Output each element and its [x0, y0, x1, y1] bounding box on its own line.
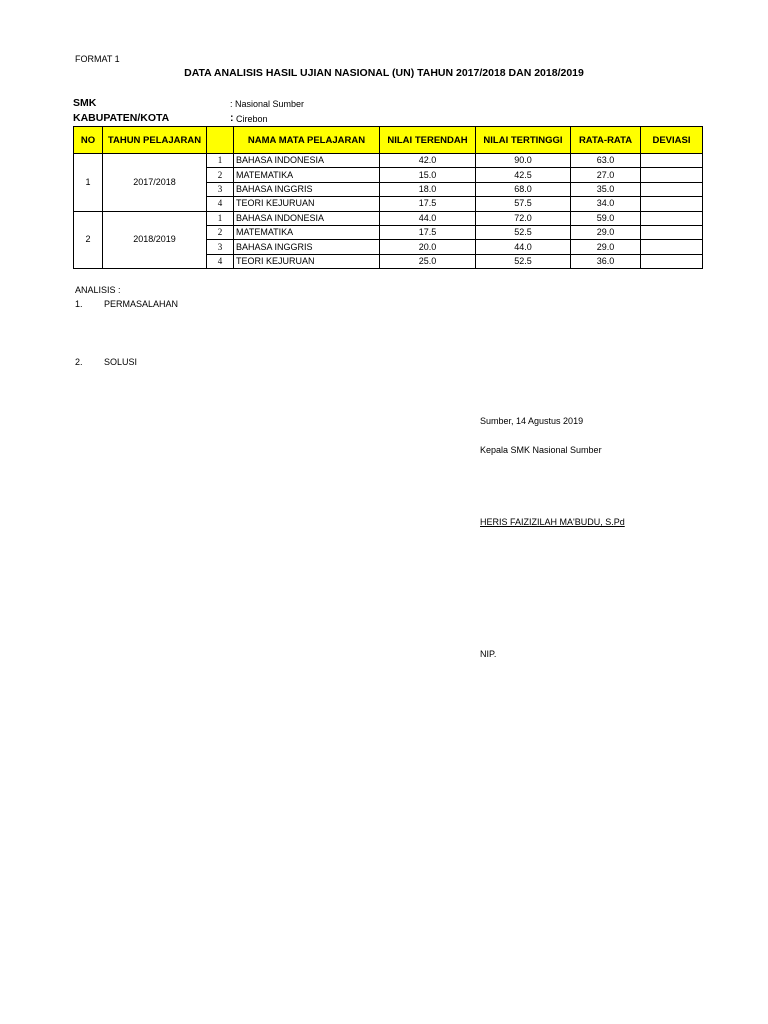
row-index: 1: [207, 154, 234, 168]
row-index: 4: [207, 254, 234, 268]
col-header-tertinggi: NILAI TERTINGGI: [476, 127, 571, 154]
row-max: 52.5: [476, 254, 571, 268]
row-min: 17.5: [380, 197, 476, 211]
analysis-item2-number: 2.: [75, 357, 83, 367]
signature-position: Kepala SMK Nasional Sumber: [480, 445, 602, 455]
row-max: 52.5: [476, 225, 571, 239]
col-header-tahun: TAHUN PELAJARAN: [103, 127, 207, 154]
row-index: 4: [207, 197, 234, 211]
document-title: DATA ANALISIS HASIL UJIAN NASIONAL (UN) TAHUN 2017/2018 DAN 2018/2019: [184, 67, 584, 79]
group-no: 1: [74, 154, 103, 212]
row-dev: [641, 168, 703, 182]
analysis-heading: ANALISIS :: [75, 285, 121, 295]
row-dev: [641, 211, 703, 225]
table-header-row: [74, 127, 703, 154]
col-header-no: NO: [74, 127, 103, 154]
row-min: 20.0: [380, 240, 476, 254]
row-avg: 29.0: [571, 240, 641, 254]
row-subject: BAHASA INGGRIS: [234, 182, 380, 196]
row-min: 42.0: [380, 154, 476, 168]
row-subject: BAHASA INDONESIA: [234, 154, 380, 168]
row-avg: 29.0: [571, 225, 641, 239]
col-header-deviasi: DEVIASI: [641, 127, 703, 154]
row-avg: 27.0: [571, 168, 641, 182]
row-min: 25.0: [380, 254, 476, 268]
analysis-item1-text: PERMASALAHAN: [104, 299, 179, 309]
format-label: FORMAT 1: [75, 54, 120, 64]
table-row: [74, 211, 703, 225]
signature-name: HERIS FAIZIZILAH MA'BUDU, S.Pd: [480, 517, 625, 527]
row-avg: 35.0: [571, 182, 641, 196]
row-dev: [641, 225, 703, 239]
analysis-item1-number: 1.: [75, 299, 83, 309]
row-index: 1: [207, 211, 234, 225]
row-min: 17.5: [380, 225, 476, 239]
col-header-terendah: NILAI TERENDAH: [380, 127, 476, 154]
group-no: 2: [74, 211, 103, 269]
row-max: 68.0: [476, 182, 571, 196]
row-index: 2: [207, 225, 234, 239]
row-max: 42.5: [476, 168, 571, 182]
kabupaten-colon: :: [230, 112, 234, 124]
analysis-item2-text: SOLUSI: [104, 357, 138, 367]
col-header-rata: RATA-RATA: [571, 127, 641, 154]
kabupaten-label: KABUPATEN/KOTA: [73, 112, 170, 124]
row-avg: 34.0: [571, 197, 641, 211]
row-dev: [641, 154, 703, 168]
row-index: 3: [207, 240, 234, 254]
row-index: 2: [207, 168, 234, 182]
kabupaten-value: Cirebon: [236, 114, 268, 124]
row-subject: TEORI KEJURUAN: [234, 254, 380, 268]
group-year: 2017/2018: [103, 154, 207, 212]
smk-label: SMK: [73, 97, 97, 109]
row-dev: [641, 197, 703, 211]
row-avg: 36.0: [571, 254, 641, 268]
col-header-mapel: NAMA MATA PELAJARAN: [234, 127, 380, 154]
row-min: 15.0: [380, 168, 476, 182]
row-avg: 59.0: [571, 211, 641, 225]
row-min: 44.0: [380, 211, 476, 225]
signature-place-date: Sumber, 14 Agustus 2019: [480, 416, 584, 426]
row-max: 57.5: [476, 197, 571, 211]
results-table: [73, 126, 703, 269]
row-dev: [641, 182, 703, 196]
row-subject: MATEMATIKA: [234, 168, 380, 182]
table-row: [74, 154, 703, 168]
row-subject: BAHASA INDONESIA: [234, 211, 380, 225]
row-min: 18.0: [380, 182, 476, 196]
row-subject: BAHASA INGGRIS: [234, 240, 380, 254]
col-header-index: [207, 127, 234, 154]
row-index: 3: [207, 182, 234, 196]
row-max: 72.0: [476, 211, 571, 225]
row-dev: [641, 254, 703, 268]
row-avg: 63.0: [571, 154, 641, 168]
smk-value: : Nasional Sumber: [230, 99, 305, 109]
row-dev: [641, 240, 703, 254]
row-max: 90.0: [476, 154, 571, 168]
signature-nip: NIP.: [480, 649, 497, 659]
row-subject: TEORI KEJURUAN: [234, 197, 380, 211]
row-max: 44.0: [476, 240, 571, 254]
group-year: 2018/2019: [103, 211, 207, 269]
row-subject: MATEMATIKA: [234, 225, 380, 239]
